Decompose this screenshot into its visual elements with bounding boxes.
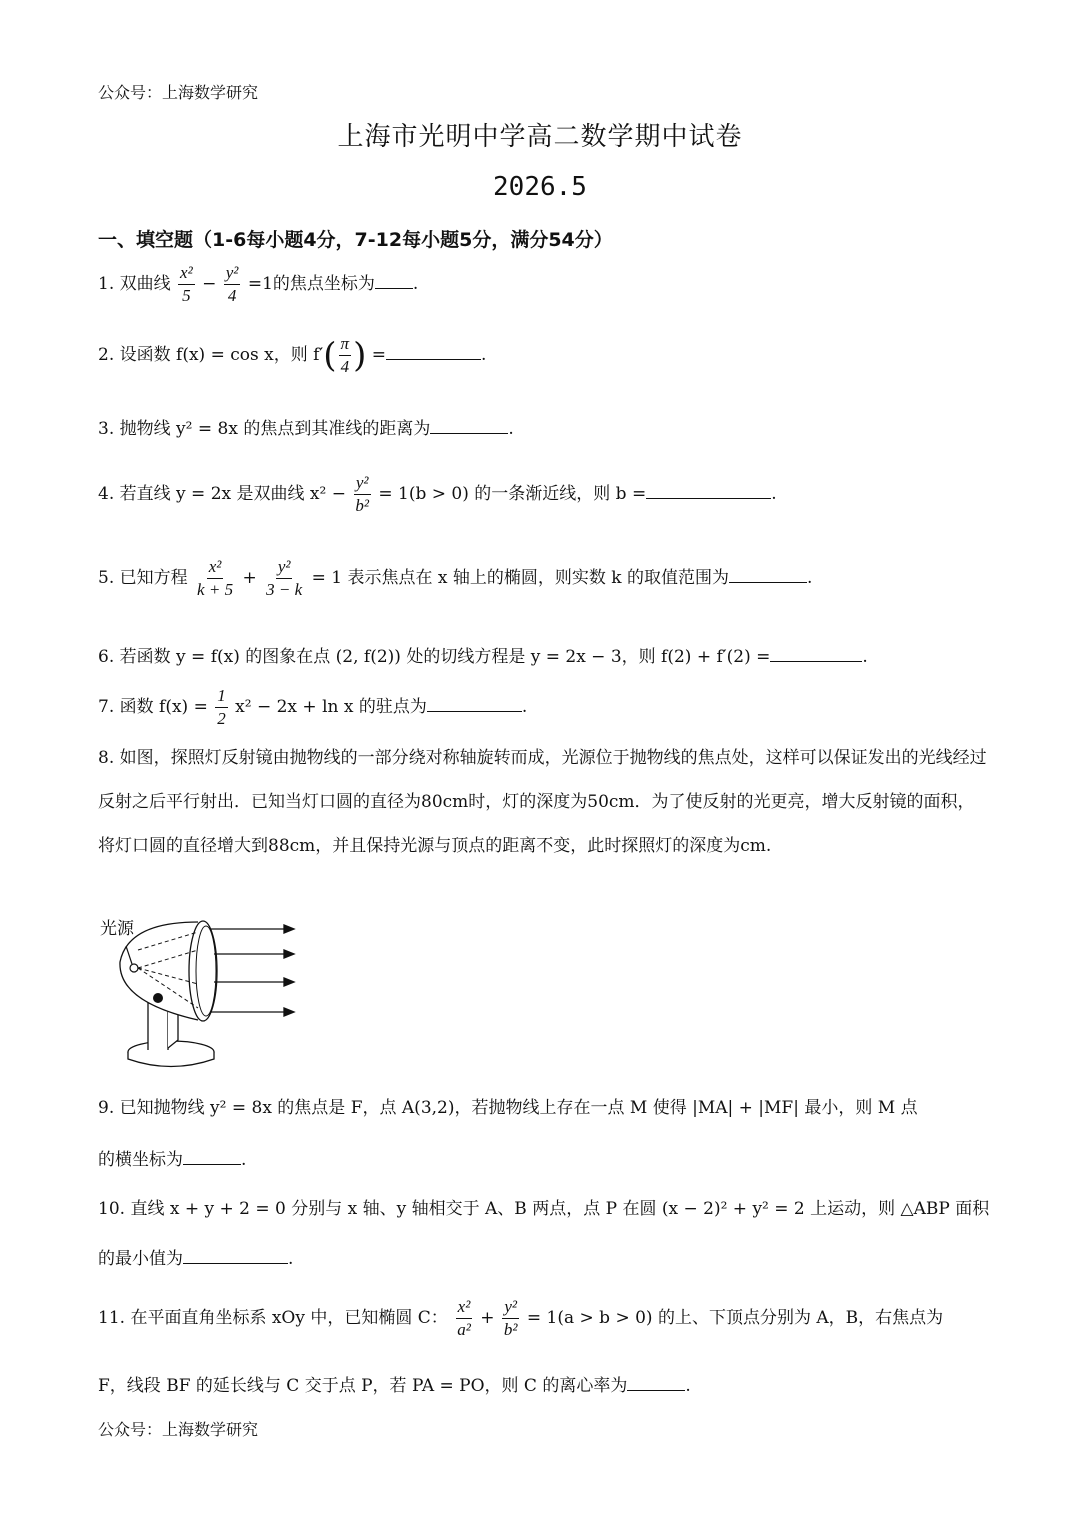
answer-blank bbox=[183, 1148, 241, 1165]
question-10-line-2: 的最小值为 . bbox=[98, 1249, 294, 1269]
searchlight-figure bbox=[98, 912, 308, 1076]
question-10-line-1: 10. 直线 x + y + 2 = 0 分别与 x 轴、y 轴相交于 A、B 两点，点 P 在圆 (x − 2)² + y² = 2 上运动，则 △ABP 面积 bbox=[98, 1199, 990, 1219]
question-9-line-2: 的横坐标为 . bbox=[98, 1150, 247, 1170]
exam-date: 2026.5 bbox=[493, 172, 587, 202]
exam-title: 上海市光明中学高二数学期中试卷 bbox=[337, 122, 743, 152]
question-11-line-2: F，线段 BF 的延长线与 C 交于点 P，若 PA = PO，则 C 的离心率为 . bbox=[98, 1376, 691, 1396]
question-4: 4. 若直线 y = 2x 是双曲线 x² − $\frac{\text{y²}}{\text{b²}}$ = 1(b > 0) 的一条渐近线，则 b = . bbox=[98, 473, 777, 515]
answer-blank bbox=[627, 1374, 685, 1391]
question-9-line-1: 9. 已知抛物线 y² = 8x 的焦点是 F，点 A(3,2)，若抛物线上存在一点 M 使得 |MA| + |MF| 最小，则 M 点 bbox=[98, 1098, 918, 1118]
section-heading: 一、填空题（1-6每小题4分，7-12每小题5分，满分54分） bbox=[98, 229, 613, 251]
question-11-line-1: 11. 在平面直角坐标系 xOy 中，已知椭圆 C： $\frac{\text{x²}}{\text{a²}}$ + $\frac{\text{y²}}{\text{b²}}$ = 1(a > b > 0) 的上、下顶点分别为 A，B，右焦点为 bbox=[98, 1297, 944, 1339]
header-watermark: 公众号：上海数学研究 bbox=[98, 83, 259, 102]
answer-blank bbox=[430, 417, 508, 434]
answer-blank bbox=[646, 482, 771, 499]
question-1: 1. 双曲线 $\frac{\text{x²}}{5}$ − $\frac{\text{y²}}{4}$ =1的焦点坐标为 . bbox=[98, 263, 419, 305]
answer-blank bbox=[729, 566, 807, 583]
answer-blank bbox=[386, 343, 481, 360]
question-7: 7. 函数 f(x) = $\frac{1}{2}$ x² − 2x + ln x 的驻点为 . bbox=[98, 686, 528, 728]
question-8: 8. 如图，探照灯反射镜由抛物线的一部分绕对称轴旋转而成，光源位于抛物线的焦点处，这样可以保证发出的光线经过反射之后平行射出．已知当灯口圆的直径为80cm时，灯的深度为50cm．为了使反射的光更亮，增大反射镜的面积，将灯口圆的直径增大到88cm，并且保持光源与顶点的距离不变，此时探照灯的深度为cm. bbox=[98, 748, 987, 856]
answer-blank bbox=[375, 272, 413, 289]
light-source-label: 光源 bbox=[100, 919, 134, 939]
answer-blank bbox=[183, 1247, 288, 1264]
question-2: 2. 设函数 f(x) = cos x，则 f′( $\frac{\pi}{4}$ ) = . bbox=[98, 334, 487, 376]
question-6: 6. 若函数 y = f(x) 的图象在点 (2, f(2)) 处的切线方程是 y = 2x − 3，则 f(2) + f′(2) = . bbox=[98, 647, 868, 667]
footer-watermark: 公众号：上海数学研究 bbox=[98, 1420, 259, 1439]
answer-blank bbox=[427, 695, 522, 712]
question-5: 5. 已知方程 $\frac{\text{x²}}{k + 5}$ + $\frac{\text{y²}}{3 - k}$ = 1 表示焦点在 x 轴上的椭圆，则实数 k 的取值范围为 . bbox=[98, 557, 813, 599]
answer-blank bbox=[770, 645, 862, 662]
question-3: 3. 抛物线 y² = 8x 的焦点到其准线的距离为 . bbox=[98, 419, 514, 439]
